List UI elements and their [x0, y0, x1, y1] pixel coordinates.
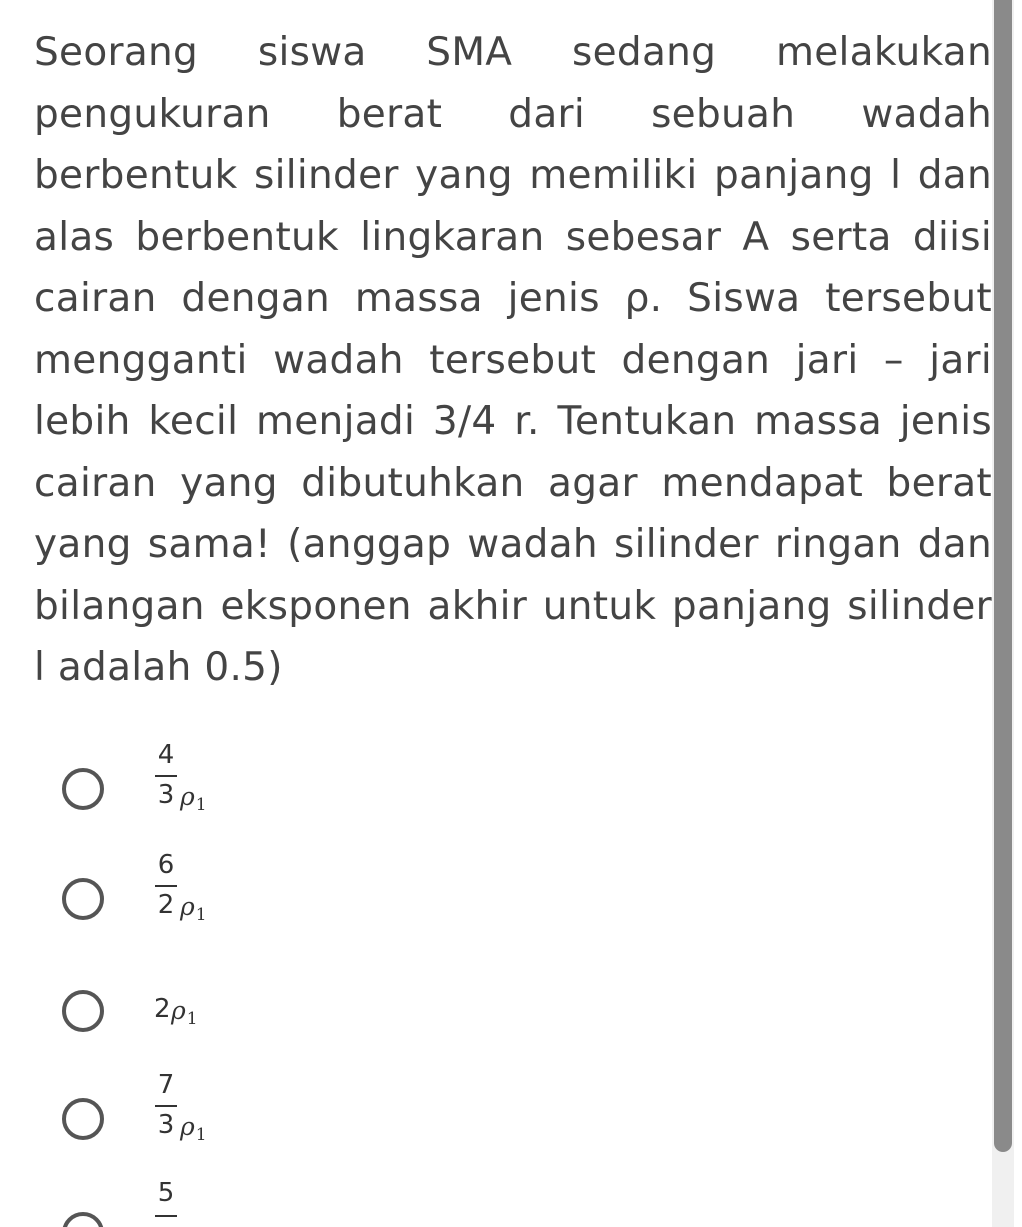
scrollbar[interactable]: [992, 0, 1014, 1227]
option-c-rho: [171, 996, 198, 1034]
fraction-bar: [155, 885, 177, 887]
option-b[interactable]: [62, 850, 462, 950]
option-d[interactable]: [62, 1070, 462, 1170]
option-a-numerator: 4: [157, 740, 175, 770]
rho-symbol: ρ: [180, 1112, 195, 1141]
rho-symbol: ρ: [180, 782, 195, 811]
fraction-bar: [155, 1215, 177, 1217]
rho-symbol: ρ: [180, 892, 195, 921]
fraction-bar: [155, 775, 177, 777]
question-text: Seorang siswa SMA sedang melakukan pengukuran berat dari sebuah wadah berbentuk silinder yang memiliki panjang l dan alas berbentuk lingkaran sebesar A serta diisi cairan dengan massa jenis ρ. Siswa tersebut mengganti wadah tersebut dengan jari – jari lebih kecil menjadi 3/4 r. Tentukan massa jenis cairan yang dibutuhkan agar mendapat berat yang sama! (anggap wadah silinder ringan dan bilangan eksponen akhir untuk panjang silinder l adalah 0.5): [34, 30, 992, 690]
option-c-coefficient: 2: [154, 994, 171, 1024]
rho-subscript: 1: [195, 905, 207, 925]
option-a[interactable]: [62, 740, 462, 840]
option-c-radio[interactable]: [62, 990, 104, 1032]
option-b-radio[interactable]: [62, 878, 104, 920]
rho-subscript: 1: [195, 795, 207, 815]
option-a-rho: [180, 782, 207, 820]
fraction-bar: [155, 1105, 177, 1107]
rho-subscript: 1: [195, 1125, 207, 1145]
scrollbar-thumb[interactable]: [994, 0, 1012, 1152]
option-d-rho: [180, 1112, 207, 1150]
option-b-rho: [180, 892, 207, 930]
option-d-denominator: 3: [157, 1110, 175, 1140]
rho-symbol: ρ: [171, 996, 186, 1025]
option-a-radio[interactable]: [62, 768, 104, 810]
rho-subscript: 1: [186, 1009, 198, 1029]
option-b-numerator: 6: [157, 850, 175, 880]
option-d-numerator: 7: [157, 1070, 175, 1100]
option-a-denominator: 3: [157, 780, 175, 810]
option-e-radio[interactable]: [62, 1212, 104, 1227]
option-c[interactable]: [62, 980, 462, 1080]
option-e-numerator: 5: [157, 1178, 175, 1208]
option-e-partial[interactable]: [62, 1170, 362, 1227]
option-d-radio[interactable]: [62, 1098, 104, 1140]
option-b-denominator: 2: [157, 890, 175, 920]
